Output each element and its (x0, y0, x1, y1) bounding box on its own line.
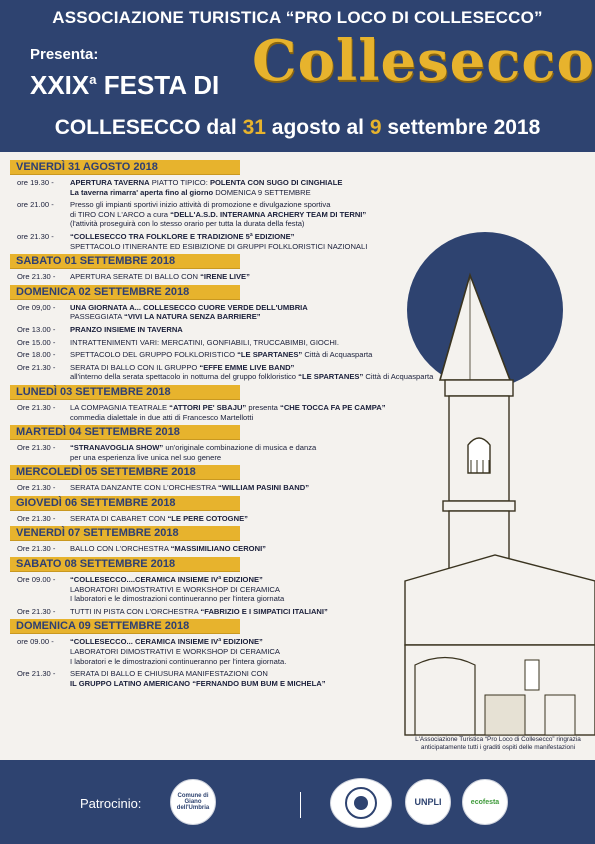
event-text: “ATTORI PE' SBAJU” (169, 402, 247, 412)
day-section (10, 425, 420, 462)
event-text: “STRANAVOGLIA SHOW” (70, 443, 164, 453)
event-description (70, 637, 420, 666)
event-row (10, 350, 420, 360)
event-row (10, 669, 420, 688)
event-time: Ore 21.30 - (17, 606, 56, 616)
event-text: La taverna rimarra' aperta fino al giorno (70, 187, 214, 197)
event-text: POLENTA CON SUGO DI CINGHIALE (209, 178, 343, 187)
event-description (70, 669, 420, 688)
seal-logo (330, 778, 392, 828)
event-time: ore 21.00 - (17, 200, 54, 210)
event-line (70, 585, 420, 595)
event-text: I laboratori e le dimostrazioni continueranno per l'intera giornata (70, 594, 285, 604)
date-year: 2018 (493, 116, 541, 139)
event-text: “FERNANDO BUM BUM E MICHELA” (192, 678, 326, 688)
event-line (70, 607, 420, 617)
patrocinio-label: Patrocinio: (80, 796, 142, 811)
event-line (70, 363, 433, 373)
event-line (70, 453, 420, 463)
event-line (70, 325, 420, 335)
event-row (10, 483, 420, 493)
event-line (70, 637, 420, 647)
event-text: all'interno della serata spettacolo in notturna del gruppo folkloristico (70, 372, 299, 382)
event-time: ore 19.30 - (17, 178, 54, 187)
event-description (70, 363, 433, 382)
event-text: Città di Acquasparta (302, 350, 373, 360)
day-section (10, 254, 420, 282)
event-text: “LE SPARTANES” (237, 350, 303, 360)
event-time: Ore 15.00 - (17, 337, 56, 347)
event-row (10, 362, 434, 382)
event-line (70, 242, 420, 252)
event-line (70, 210, 420, 220)
day-heading: LUNEDÌ 03 SETTEMBRE 2018 (10, 385, 240, 400)
event-text: I laboratori e le dimostrazioni continueranno per l'intera giornata. (70, 656, 287, 666)
event-line (70, 350, 420, 360)
event-text: PIATTO TIPICO: (149, 178, 210, 187)
event-text: “CHE TOCCA FA PE CAMPA” (280, 402, 386, 412)
event-line (70, 338, 420, 348)
presenta-label: Presenta: (30, 46, 99, 63)
event-text: “IRENE LIVE” (200, 272, 250, 282)
event-line (70, 312, 420, 322)
day-section (10, 557, 420, 616)
event-description (70, 338, 420, 348)
event-time: Ore 21.30 - (17, 362, 56, 372)
event-time: Ore 21.30 - (17, 402, 56, 412)
day-heading: MERCOLEDÌ 05 SETTEMBRE 2018 (10, 465, 240, 480)
event-row (10, 637, 420, 666)
event-row (10, 338, 420, 348)
event-line (70, 303, 420, 313)
day-heading: DOMENICA 02 SETTEMBRE 2018 (10, 285, 240, 300)
event-row (10, 443, 420, 462)
day-section (10, 619, 420, 688)
event-time: Ore 09.00 - (17, 575, 56, 585)
event-line (70, 413, 420, 423)
event-text: INTRATTENIMENTI VARI: MERCATINI, GONFIABILI, TRUCCABIMBI, GIOCHI. (70, 337, 340, 347)
event-description (70, 483, 420, 493)
day-heading: VENERDÌ 07 SETTEMBRE 2018 (10, 526, 240, 541)
event-line (70, 219, 420, 229)
event-text: “COLLESECCO....CERAMICA INSIEME IVª EDIZIONE” (70, 575, 263, 585)
event-text: commedia dialettale in due atti di Francesco Martellotti (70, 412, 254, 422)
event-description (70, 178, 420, 197)
event-row (10, 303, 420, 322)
event-text: “FABRIZIO E I SIMPATICI ITALIANI” (200, 606, 328, 616)
event-text: Presso gli impianti sportivi inizio attività di promozione e divulgazione sportiva (70, 200, 331, 210)
event-line (70, 200, 420, 210)
festa-roman: XXIX (30, 70, 90, 100)
ecofesta-logo-text: ecofesta (470, 798, 500, 806)
day-section (10, 385, 420, 422)
event-row (10, 200, 420, 229)
footer-separator (300, 792, 301, 818)
event-text: SERATA DI BALLO E CHIUSURA MANIFESTAZIONI CON (70, 669, 268, 679)
event-row (10, 232, 420, 251)
event-row (10, 272, 420, 282)
event-text: SERATA DANZANTE CON L'ORCHESTRA (70, 483, 219, 493)
event-line (70, 514, 420, 524)
event-row (10, 178, 420, 197)
event-text: presenta (246, 402, 281, 412)
event-time: Ore 21.30 - (17, 544, 56, 554)
seal-icon (341, 786, 381, 820)
event-description (70, 607, 420, 617)
event-line (70, 647, 420, 657)
event-line (70, 657, 420, 667)
event-line (70, 594, 420, 604)
event-text: “COLLESECCO... CERAMICA INSIEME IVª EDIZIONE” (70, 637, 263, 647)
event-row (10, 544, 420, 554)
event-description (70, 272, 420, 282)
date-suffix: settembre (387, 116, 488, 139)
event-text: SPETTACOLO ITINERANTE ED ESIBIZIONE DI GRUPPI FOLKLORISTICI NAZIONALI (70, 241, 368, 251)
event-line (70, 232, 420, 242)
event-row (10, 575, 420, 604)
event-line (70, 575, 420, 585)
event-description (70, 350, 420, 360)
day-heading: MARTEDÌ 04 SETTEMBRE 2018 (10, 425, 240, 440)
event-text: “LE PERE COTOGNE” (167, 513, 248, 523)
event-line (70, 403, 420, 413)
event-text: “VIVI LA NATURA SENZA BARRIERE” (124, 312, 261, 322)
event-time: Ore 21.30 - (17, 443, 56, 453)
event-description (70, 200, 420, 229)
ecofesta-logo (462, 779, 508, 825)
unpli-logo-text: UNPLI (414, 797, 442, 807)
event-line (70, 544, 420, 554)
event-text: SPETTACOLO DEL GRUPPO FOLKLORISTICO (70, 350, 238, 360)
day-section (10, 496, 420, 524)
event-text: DOMENICA 9 SETTEMBRE (213, 187, 311, 197)
event-description (70, 575, 420, 604)
event-text: LA COMPAGNIA TEATRALE (70, 402, 170, 412)
event-line (70, 178, 420, 188)
date-end: 9 (369, 116, 382, 139)
event-text: “DELL'A.S.D. INTERAMNA ARCHERY TEAM DI TERNI” (170, 209, 367, 219)
event-time: Ore 09,00 - (17, 302, 56, 312)
event-text: per una esperienza live unica nel suo genere (70, 452, 222, 462)
festa-sup: a (89, 72, 97, 87)
event-text: APERTURA SERATE DI BALLO CON (70, 272, 201, 282)
event-text: LABORATORI DIMOSTRATIVI E WORKSHOP DI CERAMICA (70, 584, 280, 594)
event-description (70, 544, 420, 554)
day-section (10, 526, 420, 554)
comune-crest-logo (170, 779, 216, 825)
event-text: “LE SPARTANES” (298, 372, 364, 382)
date-start: 31 (242, 116, 266, 139)
day-heading: VENERDÌ 31 AGOSTO 2018 (10, 160, 240, 175)
event-dates (0, 116, 595, 140)
event-line (70, 188, 420, 198)
event-line (70, 372, 433, 382)
event-line (70, 272, 420, 282)
day-heading: DOMENICA 09 SETTEMBRE 2018 (10, 619, 240, 634)
day-heading: GIOVEDÌ 06 SETTEMBRE 2018 (10, 496, 240, 511)
event-line (70, 669, 420, 679)
event-text: SERATA DI CABARET CON (70, 513, 168, 523)
event-description (70, 514, 420, 524)
event-text: SERATA DI BALLO CON IL GRUPPO (70, 362, 200, 372)
event-text: “COLLESECCO TRA FOLKLORE E TRADIZIONE 5ª EDIZIONE” (70, 231, 295, 241)
event-text: “MASSIMILIANO CERONI” (170, 544, 266, 554)
event-text: LABORATORI DIMOSTRATIVI E WORKSHOP DI CERAMICA (70, 647, 280, 657)
event-text: APERTURA TAVERNA (70, 178, 150, 187)
collesecco-logo-text: Collesecco (252, 28, 595, 94)
event-description (70, 325, 420, 335)
event-line (70, 679, 420, 689)
event-time: Ore 21.30 - (17, 513, 56, 523)
date-mid: agosto al (271, 116, 364, 139)
day-section (10, 285, 434, 382)
event-time: Ore 21.30 - (17, 669, 56, 679)
event-line (70, 483, 420, 493)
event-time: ore 09.00 - (17, 637, 54, 647)
event-description (70, 232, 420, 251)
event-time: ore 21.30 - (17, 231, 54, 241)
day-section (10, 160, 420, 251)
festival-program (10, 160, 434, 691)
day-heading: SABATO 08 SETTEMBRE 2018 (10, 557, 240, 572)
event-text: di TIRO CON L'ARCO a cura (70, 209, 171, 219)
festa-label: FESTA DI (103, 70, 220, 100)
comune-logo-text: Comune di Giano dell'Umbria (176, 793, 210, 811)
event-text: Città di Acquasparta (363, 372, 434, 382)
event-text: IL GRUPPO LATINO AMERICANO (70, 678, 193, 688)
event-description (70, 303, 420, 322)
unpli-logo (405, 779, 451, 825)
event-text: BALLO CON L'ORCHESTRA (70, 544, 171, 554)
day-heading: SABATO 01 SETTEMBRE 2018 (10, 254, 240, 269)
day-section (10, 465, 420, 493)
event-time: Ore 21.30 - (17, 272, 56, 282)
event-text: “EFFE EMME LIVE BAND” (199, 362, 295, 372)
event-row (10, 514, 420, 524)
thanks-note: L'Associazione Turistica “Pro Loco di Collesecco” ringrazia anticipatamente tutti i graditi ospiti delle manifestazioni (415, 736, 581, 751)
event-text: TUTTI IN PISTA CON L'ORCHESTRA (70, 606, 201, 616)
event-description (70, 403, 420, 422)
event-text: (l'attività proseguirà con lo stesso orario per tutta la durata della festa) (70, 219, 305, 229)
event-time: Ore 13.00 - (17, 324, 56, 334)
event-description (70, 443, 420, 462)
event-time: Ore 21.30 - (17, 483, 56, 493)
event-row (10, 403, 420, 422)
event-row (10, 607, 420, 617)
event-row (10, 325, 420, 335)
event-text: “WILLIAM PASINI BAND” (218, 483, 309, 493)
event-time: Ore 18.00 - (17, 350, 56, 360)
festa-title (30, 70, 219, 101)
dates-prefix: COLLESECCO dal (54, 116, 237, 139)
event-text: un'originale combinazione di musica e danza (163, 443, 317, 453)
event-text: UNA GIORNATA A... COLLESECCO CUORE VERDE DELL'UMBRIA (70, 302, 308, 312)
event-text: PASSEGGIATA (70, 312, 125, 322)
event-text: PRANZO INSIEME IN TAVERNA (70, 324, 183, 334)
event-line (70, 443, 420, 453)
association-title: ASSOCIAZIONE TURISTICA “PRO LOCO DI COLLESECCO” (52, 8, 543, 27)
